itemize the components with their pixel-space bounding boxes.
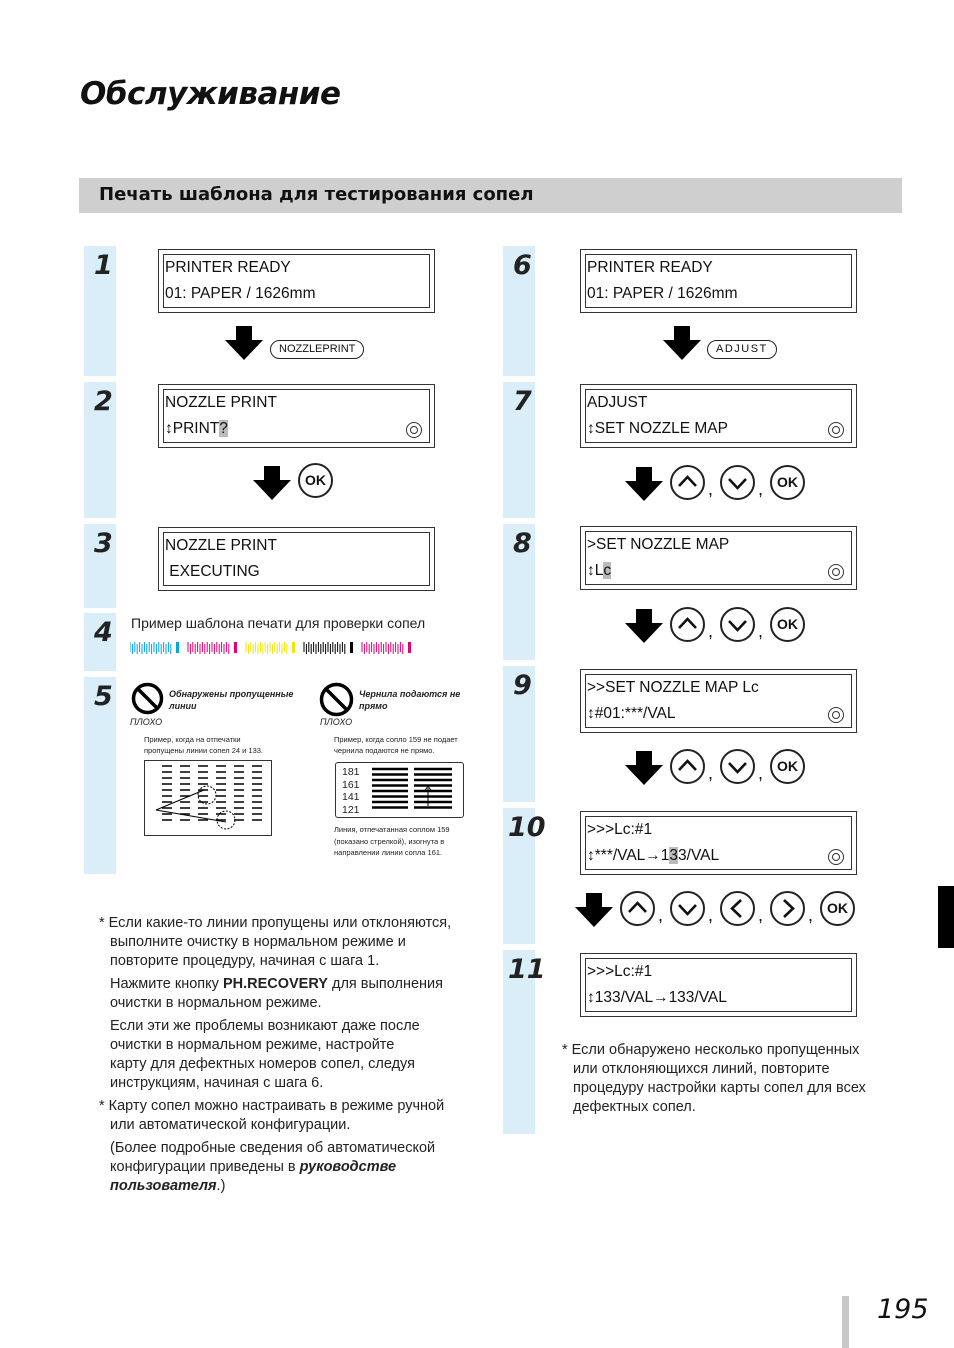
lcd-display (580, 249, 857, 313)
lcd-line: ADJUST (587, 394, 648, 411)
separator: , (708, 621, 714, 641)
up-arrow-key-icon (620, 891, 655, 926)
jog-dial-icon (828, 849, 844, 865)
lcd-display (580, 953, 857, 1017)
lcd-display (580, 811, 857, 875)
lcd-display (580, 669, 857, 733)
ok-key-icon: OK (770, 465, 805, 500)
step-number: 7 (513, 386, 532, 417)
bad-label: ПЛОХО (130, 717, 163, 727)
page-number: 195 (877, 1294, 929, 1325)
ok-key-icon: OK (820, 891, 855, 926)
lcd-display (580, 384, 857, 448)
nozzle-number-list: 181 161 141 121 (342, 766, 360, 816)
step-number: 11 (508, 954, 546, 985)
jog-dial-icon (828, 707, 844, 723)
bad-example-title: Обнаружены пропущенные линии (169, 689, 294, 711)
missing-lines-sample (144, 760, 272, 836)
separator: , (708, 905, 714, 925)
up-arrow-key-icon (670, 465, 705, 500)
step-number: 6 (513, 250, 532, 281)
separator: , (758, 763, 764, 783)
jog-dial-icon (406, 422, 422, 438)
page-title: Обслуживание (80, 76, 341, 112)
page-number-bar (842, 1296, 849, 1348)
left-arrow-key-icon (720, 891, 755, 926)
ok-key-icon: OK (770, 749, 805, 784)
note-block: * Если обнаружено несколько пропущенных или отклоняющихся линий, повторите процедуру настройки карты сопел для всех дефектных сопел. (562, 1042, 866, 1115)
lcd-line: ↕***/VAL→133/VAL (587, 847, 720, 864)
prohibited-icon (131, 682, 164, 715)
down-arrow-key-icon (720, 607, 755, 642)
arrow-down-icon (225, 326, 263, 360)
lcd-line: ↕Lc (587, 562, 612, 579)
lcd-line: 01: PAPER / 1626mm (165, 285, 316, 302)
lcd-line: >SET NOZZLE MAP (587, 536, 730, 553)
nozzleprint-key: NOZZLEPRINT (270, 340, 364, 359)
down-arrow-key-icon (720, 749, 755, 784)
bad-example-desc: Пример, когда сопло 159 не подает чернила подаются не прямо. (334, 735, 458, 755)
note-block: * Если какие-то линии пропущены или отклоняются, выполните очистку в нормальном режиме и повторите процедуру, начиная с шага 1. Нажмите кнопку PH.RECOVERY для выполнения очистки в нормальном режиме. Если эти же проблемы возникают даже после очистки в нормальном режиме, настройте карту для дефектных номеров сопел, следуя инструкциям, начиная с шага 6. * Карту сопел можно настраивать в режиме ручной или автоматической конфигурации. (Более подробные сведения об автоматической конфигурации приведены в руководстве пользователя.) (99, 915, 452, 1194)
lcd-line: >>>Lc:#1 (587, 963, 653, 980)
separator: , (758, 905, 764, 925)
bad-example-title: Чернила подаются не прямо (359, 689, 461, 711)
adjust-key: ADJUST (707, 340, 777, 359)
lcd-display (580, 526, 857, 590)
lcd-line: ↕#01:***/VAL (587, 705, 676, 722)
lcd-line: >>>Lc:#1 (587, 821, 653, 838)
arrow-down-icon (253, 466, 291, 500)
lcd-cursor: 3 (669, 847, 679, 864)
lcd-line: PRINTER READY (587, 259, 713, 276)
arrow-down-icon (625, 609, 663, 643)
down-arrow-key-icon (670, 891, 705, 926)
separator: , (658, 905, 664, 925)
arrow-down-icon (663, 326, 701, 360)
separator: , (758, 621, 764, 641)
bad-label: ПЛОХО (320, 717, 353, 727)
step-number: 3 (94, 528, 113, 559)
step-number: 5 (94, 681, 113, 712)
arrow-down-icon (575, 893, 613, 927)
ok-key-icon: OK (770, 607, 805, 642)
arrow-down-icon (625, 467, 663, 501)
nozzle-check-pattern (130, 640, 470, 652)
step-number: 10 (508, 812, 546, 843)
step-number: 9 (513, 670, 532, 701)
skewed-line-note: Линия, отпечатанная соплом 159 (показано стрелкой), изогнута в направлении линии сопла 161. (334, 825, 450, 857)
right-arrow-key-icon (770, 891, 805, 926)
lcd-line: EXECUTING (165, 563, 260, 580)
thumb-index-tab (938, 886, 954, 948)
lcd-display (158, 527, 435, 591)
step-number: 2 (94, 386, 113, 417)
lcd-display (158, 384, 435, 448)
lcd-cursor: ? (219, 420, 228, 437)
separator: , (708, 479, 714, 499)
skewed-line-sample (335, 762, 464, 818)
separator: , (758, 479, 764, 499)
lcd-line: 01: PAPER / 1626mm (587, 285, 738, 302)
lcd-line: PRINTER READY (165, 259, 291, 276)
bad-example-desc: Пример, когда на отпечатки пропущены линии сопел 24 и 133. (144, 735, 264, 755)
lcd-line: ↕SET NOZZLE MAP (587, 420, 728, 437)
up-arrow-key-icon (670, 607, 705, 642)
lcd-line: >>SET NOZZLE MAP Lc (587, 679, 759, 696)
step-number: 1 (94, 250, 113, 281)
lcd-line: NOZZLE PRINT (165, 537, 277, 554)
pattern-caption: Пример шаблона печати для проверки сопел (131, 615, 426, 631)
step-number: 4 (94, 617, 113, 648)
ok-key-icon: OK (298, 463, 333, 498)
jog-dial-icon (828, 422, 844, 438)
up-arrow-key-icon (670, 749, 705, 784)
arrow-down-icon (625, 751, 663, 785)
separator: , (808, 905, 814, 925)
jog-dial-icon (828, 564, 844, 580)
separator: , (708, 763, 714, 783)
prohibited-icon (319, 682, 354, 717)
lcd-display (158, 249, 435, 313)
step-number: 8 (513, 528, 532, 559)
down-arrow-key-icon (720, 465, 755, 500)
lcd-cursor: c (603, 562, 612, 579)
lcd-line: NOZZLE PRINT (165, 394, 277, 411)
lcd-line: ↕133/VAL→133/VAL (587, 989, 727, 1006)
section-title: Печать шаблона для тестирования сопел (99, 184, 534, 205)
lcd-line: ↕PRINT? (165, 420, 228, 437)
